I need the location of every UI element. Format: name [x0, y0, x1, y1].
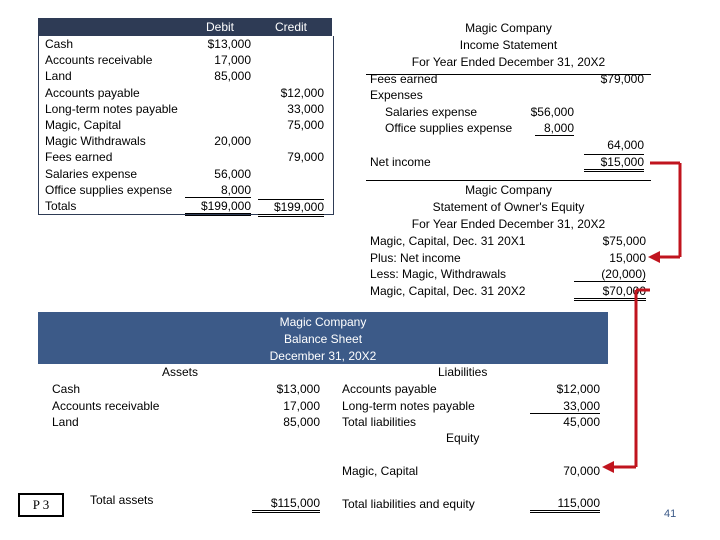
oe-value: $70,000 [574, 284, 646, 301]
tb-account: Land [45, 69, 72, 84]
is-supplies-value: 8,000 [535, 121, 574, 136]
tb-credit: 75,000 [287, 118, 324, 132]
is-salaries-label: Salaries expense [385, 105, 478, 119]
tb-account: Cash [45, 37, 74, 51]
oe-value: (20,000) [574, 267, 646, 282]
bs-date: December 31, 20X2 [269, 349, 377, 363]
bs-asset-value: $13,000 [276, 382, 320, 396]
is-net-income-label: Net income [370, 155, 431, 169]
is-fees-value: $79,000 [600, 72, 644, 86]
is-supplies-label: Office supplies expense [385, 121, 513, 135]
tb-credit: $12,000 [280, 85, 324, 100]
is-fees-label: Fees earned [370, 72, 438, 86]
bs-asset-value: 17,000 [283, 398, 320, 413]
tb-debit: 85,000 [214, 69, 251, 84]
tb-account: Accounts receivable [45, 53, 153, 68]
is-expenses-label: Expenses [370, 88, 423, 102]
tb-account: Magic Withdrawals [45, 134, 146, 149]
tb-account: Magic, Capital [45, 118, 122, 132]
tb-debit: $199,000 [185, 199, 251, 216]
is-net-income-value: $15,000 [584, 154, 644, 172]
chapter-badge-text: P 3 [32, 497, 50, 512]
arrow-net-income-head [648, 251, 660, 263]
oe-label: Plus: Net income [370, 250, 461, 265]
bs-company: Magic Company [279, 315, 367, 329]
is-total-expenses: 64,000 [607, 138, 644, 152]
bs-total-le-label: Total liabilities and equity [342, 497, 475, 511]
bs-capital-value: 70,000 [563, 464, 600, 478]
bs-total-assets-value: $115,000 [252, 496, 320, 513]
bs-capital-label: Magic, Capital [342, 464, 419, 478]
bs-liabilities-heading: Liabilities [438, 365, 488, 379]
bs-liability-label: Total liabilities [342, 415, 417, 429]
tb-credit: 79,000 [287, 150, 324, 165]
tb-debit: $13,000 [207, 37, 251, 51]
is-salaries-value: $56,000 [530, 105, 574, 119]
bs-asset-value: 85,000 [283, 415, 320, 429]
tb-debit: 8,000 [185, 183, 251, 198]
arrow-capital-head [602, 461, 614, 473]
bs-liability-value: 45,000 [563, 415, 600, 429]
bs-total-assets-label: Total assets [90, 493, 154, 507]
oe-label: Magic, Capital, Dec. 31 20X2 [370, 283, 526, 298]
page-number: 41 [664, 508, 677, 520]
tb-account: Salaries expense [45, 166, 138, 181]
tb-credit: 33,000 [287, 101, 324, 116]
tb-credit-header: Credit [274, 20, 307, 34]
tb-debit: 20,000 [214, 134, 251, 149]
bs-title: Balance Sheet [283, 332, 363, 346]
tb-account: Office supplies expense [45, 182, 173, 197]
oe-period: For Year Ended December 31, 20X2 [411, 217, 606, 231]
oe-value: $75,000 [602, 234, 646, 248]
tb-credit: $199,000 [258, 199, 324, 217]
oe-title: Statement of Owner's Equity [432, 200, 585, 214]
tb-account: Totals [45, 199, 77, 213]
oe-company: Magic Company [465, 183, 552, 197]
tb-account: Fees earned [45, 150, 113, 165]
is-company: Magic Company [465, 21, 552, 35]
bs-total-le-value: 115,000 [530, 496, 600, 513]
bs-assets-heading: Assets [162, 365, 199, 379]
tb-account: Accounts payable [45, 85, 140, 100]
bs-asset-label: Land [52, 415, 79, 429]
oe-label: Magic, Capital, Dec. 31 20X1 [370, 234, 526, 248]
bs-liability-value: $12,000 [556, 382, 600, 396]
tb-debit-header: Debit [205, 20, 234, 34]
bs-asset-label: Cash [52, 382, 81, 396]
bs-equity-heading: Equity [446, 431, 480, 445]
is-title: Income Statement [459, 38, 558, 52]
tb-debit: 17,000 [214, 53, 251, 68]
tb-debit: 56,000 [214, 166, 251, 181]
bs-liability-label: Long-term notes payable [342, 398, 475, 413]
bs-asset-label: Accounts receivable [52, 398, 160, 413]
bs-liability-label: Accounts payable [342, 382, 437, 396]
is-period: For Year Ended December 31, 20X2 [411, 55, 606, 69]
tb-account: Long-term notes payable [45, 101, 178, 116]
oe-label: Less: Magic, Withdrawals [370, 267, 507, 281]
oe-value: 15,000 [609, 250, 646, 265]
bs-liability-value: 33,000 [530, 399, 600, 414]
